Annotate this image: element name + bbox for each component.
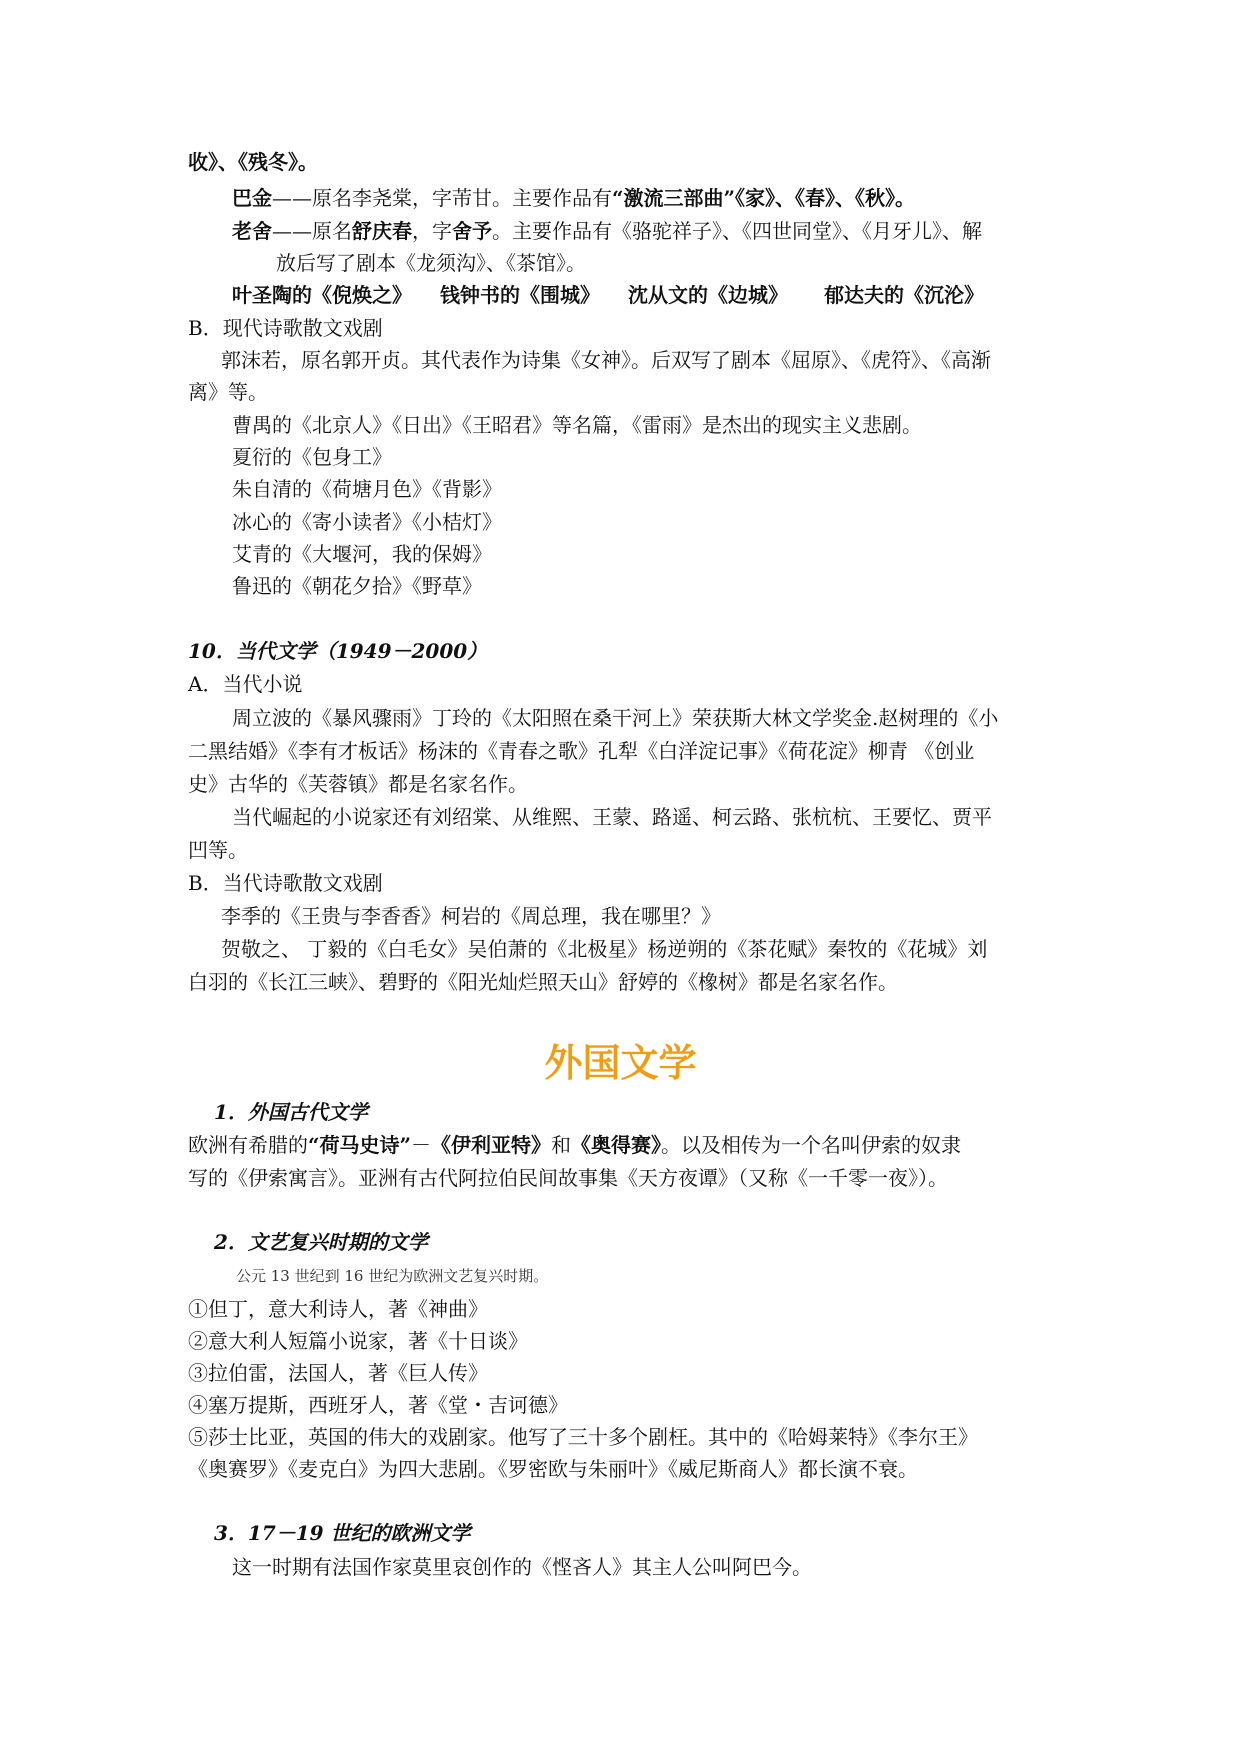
text-line: 郭沫若，原名郭开贞。其代表作为诗集《女神》。后双写了剧本《屈原》、《虎符》、《高渐: [221, 348, 991, 372]
text-line: 当代崛起的小说家还有刘绍棠、从维熙、王蒙、路遥、柯云路、张杭杭、王要忆、贾平: [232, 805, 992, 829]
text-line: 写的《伊索寓言》。亚洲有古代阿拉伯民间故事集《天方夜谭》（又称《一千零一夜》）。: [188, 1166, 948, 1190]
text-span: ，字: [412, 219, 452, 243]
list-item: ⑤莎士比亚，英国的伟大的戏剧家。他写了三十多个剧枉。其中的《哈姆莱特》《李尔王》: [188, 1425, 978, 1449]
text-line: 夏衍的《包身工》: [232, 445, 392, 469]
section-title: 10．当代文学（1949－2000）: [188, 639, 488, 663]
text-span: ——原名李尧棠，字芾甘。主要作品有: [272, 186, 612, 210]
list-item: ②意大利人短篇小说家，著《十日谈》: [188, 1329, 528, 1353]
text-line: 鲁迅的《朝花夕拾》《野草》: [232, 574, 482, 598]
work-title: 《奥得赛》: [571, 1133, 662, 1157]
list-item: ①但丁，意大利诗人，著《神曲》: [188, 1297, 488, 1321]
text-line: 贺敬之、 丁毅的《白毛女》吴伯萧的《北极星》杨逆朔的《茶花赋》秦牧的《花城》刘: [221, 937, 988, 961]
text-line: [188, 1133, 961, 1157]
text-line: 曹禺的《北京人》《日出》《王昭君》等名篇，《雷雨》是杰出的现实主义悲剧。: [232, 413, 922, 437]
text-span: 。主要作品有《骆驼祥子》、《四世同堂》、《月牙儿》、解: [492, 219, 982, 243]
section-title: 3．17－19 世纪的欧洲文学: [214, 1521, 471, 1545]
section-subheading: A．当代小说: [188, 672, 303, 696]
homer-epics: “荷马史诗”: [308, 1133, 412, 1157]
section-subheading: B．当代诗歌散文戏剧: [188, 871, 383, 895]
text-line: 艾青的《大堰河，我的保姆》: [232, 542, 492, 566]
work-item: 钱钟书的《围城》: [440, 283, 600, 307]
text-line: 离》等。: [188, 380, 268, 404]
section-title: 2．文艺复兴时期的文学: [214, 1230, 428, 1254]
text-line: 冰心的《寄小读者》《小桔灯》: [232, 510, 502, 534]
trilogy-title: “激流三部曲”《家》、《春》、《秋》。: [612, 186, 916, 210]
page-heading: 外国文学: [544, 1040, 697, 1085]
laoshe-paragraph: [232, 219, 982, 243]
works-line: [232, 283, 984, 307]
text-line: 凹等。: [188, 838, 248, 862]
text-line: 白羽的《长江三峡》、碧野的《阳光灿烂照天山》舒婷的《橡树》都是名家名作。: [188, 970, 898, 994]
list-item: ④塞万提斯，西班牙人，著《堂・吉诃德》: [188, 1393, 568, 1417]
bajin-paragraph: [232, 186, 915, 210]
text-line: 朱自清的《荷塘月色》《背影》: [232, 477, 502, 501]
work-item: 郁达夫的《沉沦》: [824, 283, 984, 307]
work-item: 沈从文的《边城》: [628, 283, 788, 307]
author-name: 老舍: [232, 219, 272, 243]
text-line: 史》古华的《芙蓉镇》都是名家名作。: [188, 772, 528, 796]
text-span: 欧洲有希腊的: [188, 1133, 308, 1157]
text-line: 周立波的《暴风骤雨》丁玲的《太阳照在桑干河上》荣获斯大林文学奖金.赵树理的《小: [232, 706, 999, 730]
work-item: 叶圣陶的《倪焕之》: [232, 283, 412, 307]
text-line: 《奥赛罗》《麦克白》为四大悲剧。《罗密欧与朱丽叶》《威尼斯商人》都长演不衰。: [188, 1457, 918, 1481]
note-line: 公元 13 世纪到 16 世纪为欧洲文艺复兴时期。: [236, 1267, 549, 1285]
text-line: 二黑结婚》《李有才板话》杨沫的《青春之歌》孔犁《白洋淀记事》《荷花淀》柳青 《创业: [188, 739, 975, 763]
text-span: 和: [551, 1133, 572, 1157]
author-name: 巴金: [232, 186, 272, 210]
real-name: 舒庆春: [352, 219, 412, 243]
list-item: ③拉伯雷，法国人，著《巨人传》: [188, 1361, 488, 1385]
text-line: 放后写了剧本《龙须沟》、《茶馆》。: [276, 251, 586, 275]
text-span: －: [411, 1133, 432, 1157]
section-subheading: B．现代诗歌散文戏剧: [188, 316, 383, 340]
text-line: 收》、《残冬》。: [188, 150, 318, 174]
section-title: 1．外国古代文学: [214, 1100, 368, 1124]
courtesy-name: 舍予: [452, 219, 492, 243]
work-title: 《伊利亚特》: [431, 1133, 552, 1157]
text-line: 这一时期有法国作家莫里哀创作的《悭吝人》其主人公叫阿巴今。: [232, 1555, 812, 1579]
text-span: ——原名: [272, 219, 352, 243]
text-line: 李季的《王贵与李香香》柯岩的《周总理，我在哪里？》: [221, 904, 721, 928]
text-span: 。以及相传为一个名叫伊索的奴隶: [661, 1133, 962, 1157]
